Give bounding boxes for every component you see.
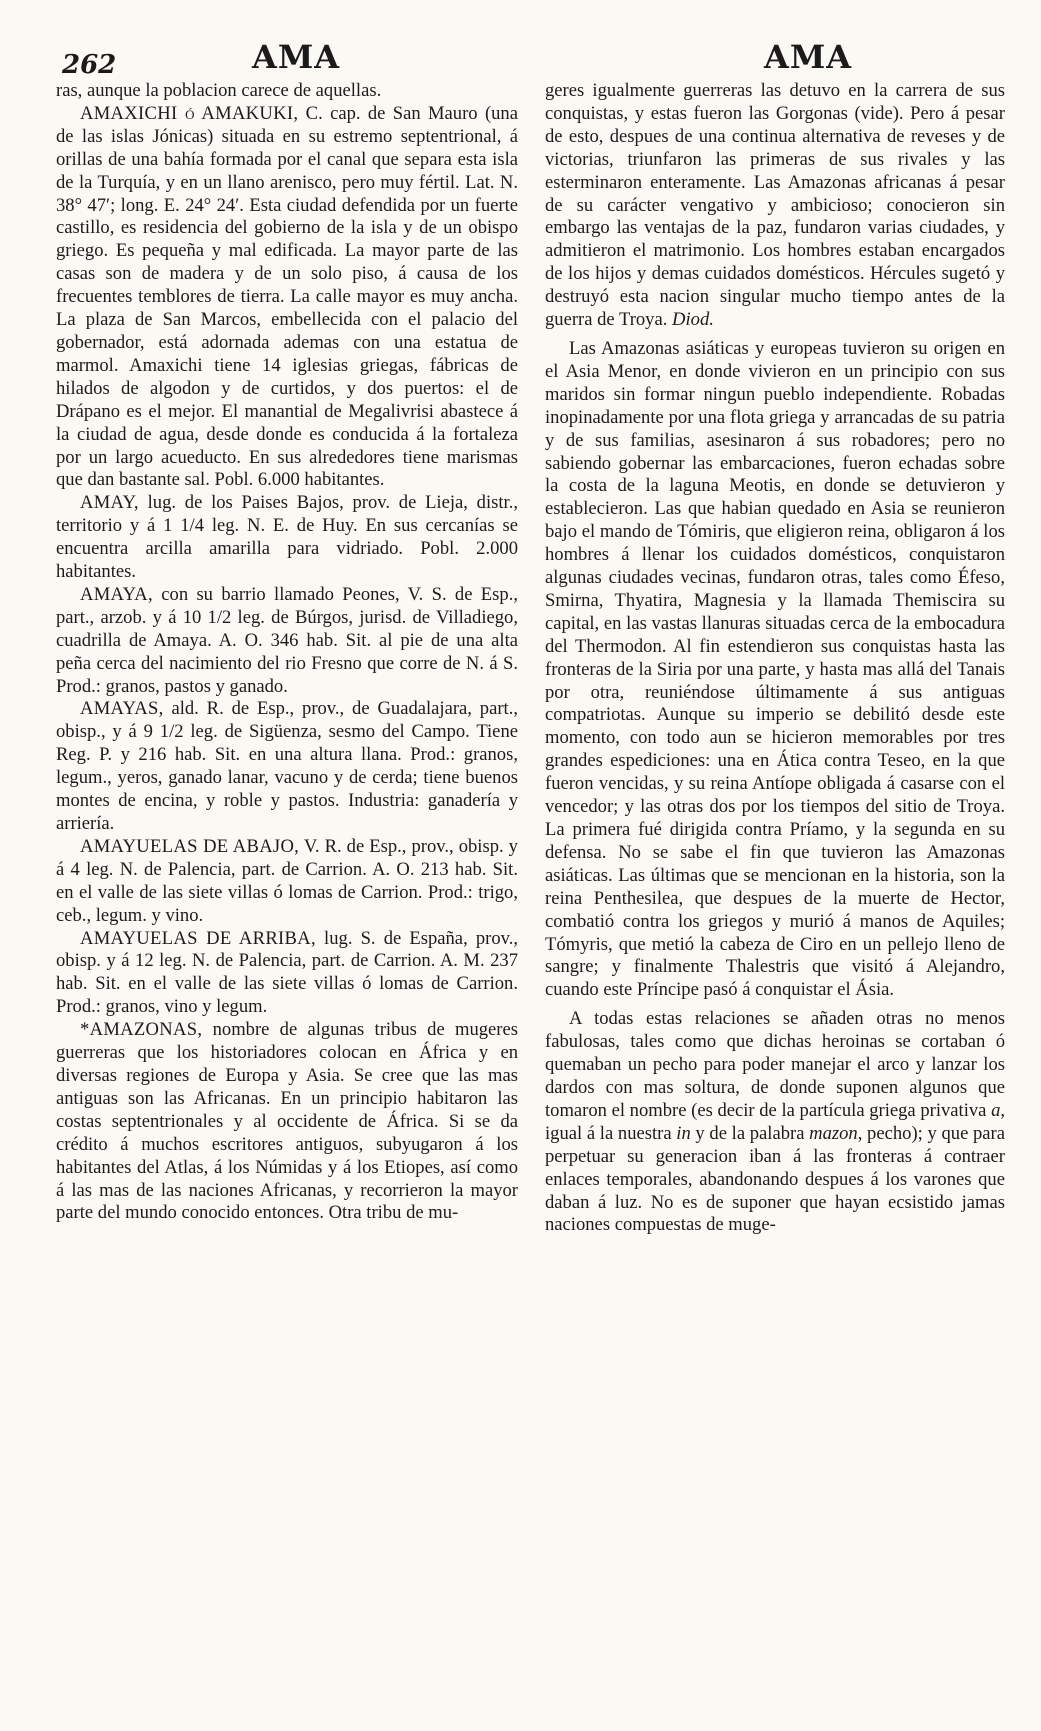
page-number: 262 bbox=[62, 50, 117, 80]
italic-term: mazon bbox=[809, 1122, 858, 1144]
entry-text: nombre de algunas tribus de mugeres guerreras que los historiadores colocan en África y en diversas regiones de Europa y Asia. Se cree que las mas antiguas son las Africanas. En un principio habitaron las costas septentrionales y al occidente de África. Si se da crédito á muchos escritores antiguos, subyugaron á los habitantes del Atlas, á los Númidas y á los Etiopes, así como á las mas de las naciones Africanas, y recorrieron la mayor parte del mundo conocido entonces. Otra tribu de mu- bbox=[56, 1019, 518, 1224]
entry-text: geres igualmente guerreras las detuvo en la carrera de sus conquistas, y estas fueron las Gorgonas (vide). Pero á pesar de esto, despues de una continua alternativa de reveses y de victorias, triunfaron las primeras de sus rivales y las esterminaron enteramente. Las Amazonas africanas á pesar de su carácter vengativo y ambicioso; conocieron sin embargo las ventajas de la paz, fundaron varias ciudades, y admitieron el matrimonio. Los hombres estaban encargados de los hijos y demas cuidados domésticos. Hércules sugetó y destruyó esta nacion singular mucho tiempo antes de la guerra de Troya. bbox=[545, 80, 1005, 331]
entry-headword: AMAYUELAS DE ABAJO, bbox=[80, 835, 300, 857]
entry-text: y de la palabra bbox=[690, 1122, 810, 1144]
entry-amaya bbox=[56, 584, 518, 699]
entry-headword: AMAXICHI ó AMAKUKI, bbox=[80, 102, 299, 124]
entry-amaxichi bbox=[56, 103, 518, 492]
entry-text: C. cap. de San Mauro (una de las islas Jónicas) situada en su estremo septentrional, á orillas de una bahía formada por el canal que separa esta isla de la Turquía, y en un llano arenisco, pero muy fértil. Lat. N. 38° 47′; long. E. 24° 24′. Esta ciudad defendida por un fuerte castillo, es residencia del gobierno de la isla y de un obispo griego. Es pequeña y mal edificada. La mayor parte de las casas son de madera y de un solo piso, á causa de los frecuentes temblores de tierra. La calle mayor es muy ancha. La plaza de San Marcos, embellecida con el palacio del gobernador, está adornada ademas con una estatua de marmol. Amaxichi tiene 14 iglesias griegas, fábricas de hilados de algodon y de curtidos, y dos puertos: el de Drápano es el mejor. El manantial de Megalivrisi abastece á la ciudad de agua, desde donde es conducida á la fortaleza por un largo acueducto. En sus alrededores tiene marismas que dan bastante sal. Pobl. 6.000 habitantes. bbox=[56, 102, 518, 491]
entry-amayuelas-de-abajo bbox=[56, 836, 518, 928]
entry-text: con su barrio llamado Peones, V. S. de Esp., part., arzob. y á 10 1/2 leg. de Búrgos, jurisd. de Villadiego, cuadrilla de Amaya. A. O. 346 hab. Sit. al pie de una alta peña cerca del nacimiento del rio Fresno que corre de N. á S. Prod.: granos, pastos y ganado. bbox=[56, 583, 518, 697]
right-column bbox=[545, 80, 1005, 1237]
running-header-left: AMA bbox=[252, 38, 341, 76]
entry-headword: AMAYA, bbox=[80, 583, 153, 605]
entry-headword: AMAYUELAS DE ARRIBA, bbox=[80, 927, 316, 949]
left-column bbox=[56, 80, 518, 1225]
entry-continuation bbox=[56, 80, 518, 103]
italic-term: in bbox=[676, 1122, 691, 1144]
entry-amayas bbox=[56, 698, 518, 835]
entry-continuation bbox=[545, 80, 1005, 332]
entry-text: Las Amazonas asiáticas y europeas tuvieron su origen en el Asia Menor, en donde vivieron en un principio con sus maridos sin formar ningun pueblo independiente. Robadas inopinadamente por una flota griega y arrancadas de su patria y de sus familias, asesinaron á sus robadores; pero no sabiendo gobernar las embarcaciones, fueron echadas sobre la costa de la laguna Meotis, en donde se detuvieron y establecieron. Las que habian quedado en Asia se reunieron bajo el mando de Tómiris, que eligieron reina, obligaron á los hombres á llenar los cuidados domésticos, conquistaron algunas ciudades vecinas, fundaron otras, tales como Éfeso, Smirna, Thyatira, Magnesia y la llamada Themiscira su capital, en las vastas llanuras situadas cerca de la embocadura del Thermodon. Al fin estendieron sus conquistas hasta las fronteras de la Siria por una parte, y hasta mas allá del Tanais por otra, reuniéndose últimamente á sus antiguas compatriotas. Aunque su imperio se debilitó desde este momento, con todo aun se hicieron memorables por tres grandes espediciones: una en Ática contra Teseo, en la que fueron vencidas, y su reina Antíope obligada á casarse con el vencedor; y las otras dos por los tiempos del sitio de Troya. La primera fué dirigida contra Príamo, y la segunda en su defensa. No se sabe el fin que tuvieron las Amazonas asiáticas. Las últimas que se mencionan en la historia, son la reina Penthesilea, que despues de la muerte de Hector, combatió contra los griegos y murió á manos de Aquiles; Tómyris, que metió la cabeza de Ciro en un pellejo lleno de sangre; y finalmente Thalestris que visitó á Alejandro, cuando este Príncipe pasó á conquistar el Ásia. bbox=[545, 337, 1005, 1001]
entry-headword: AMAY, bbox=[80, 492, 139, 514]
entry-text: ras, aunque la poblacion carece de aquellas. bbox=[56, 80, 382, 101]
entry-amay bbox=[56, 492, 518, 584]
italic-term: a bbox=[991, 1099, 1001, 1121]
entry-headword: AMAYAS, bbox=[80, 698, 164, 720]
entry-text: , igual á la nuestra bbox=[545, 1099, 1006, 1144]
paragraph-fables bbox=[545, 1008, 1005, 1237]
running-header-right: AMA bbox=[764, 38, 853, 76]
entry-amazonas bbox=[56, 1019, 518, 1225]
entry-headword: *AMAZONAS, bbox=[80, 1019, 203, 1041]
entry-text: lug. de los Paises Bajos, prov. de Lieja, distr., territorio y á 1 1/4 leg. N. E. de Huy. En sus cercanías se encuentra arcilla amarilla para vidriado. Pobl. 2.000 habitantes. bbox=[56, 492, 518, 583]
entry-text: ald. R. de Esp., prov., de Guadalajara, part., obisp., y á 9 1/2 leg. de Sigüenza, sesmo del Campo. Tiene Reg. P. y 216 hab. Sit. en una altura llana. Prod.: granos, legum., yeros, ganado lanar, vacuno y de cerda; tiene buenos montes de encina, y roble y pastos. Industria: ganadería y arriería. bbox=[56, 698, 518, 834]
paragraph-asian-amazons bbox=[545, 338, 1005, 1002]
entry-text: , pecho); y que para perpetuar su generacion iban á las fronteras á contraer enlaces temporales, abandonando despues á los varones que daban á luz. No es de suponer que hayan ecsistido jamas naciones compuestas de muge- bbox=[545, 1122, 1005, 1236]
entry-amayuelas-de-arriba bbox=[56, 928, 518, 1020]
entry-text: lug. S. de España, prov., obisp. y á 12 leg. N. de Palencia, part. de Carrion. A. M. 237 hab. Sit. en el valle de las siete villas ó lomas de Carrion. Prod.: granos, vino y legum. bbox=[56, 927, 519, 1018]
citation: Diod. bbox=[672, 309, 714, 331]
entry-text: V. R. de Esp., prov., obisp. y á 4 leg. N. de Palencia, part. de Carrion. A. O. 213 hab. Sit. en el valle de las siete villas ó lomas de Carrion. Prod.: trigo, ceb., legum. y vino. bbox=[56, 835, 518, 926]
entry-text: A todas estas relaciones se añaden otras no menos fabulosas, tales como que dichas heroinas se cortaban ó quemaban un pecho para poder manejar el arco y lanzar los dardos con mas soltura, de donde suponen algunos que tomaron el nombre (es decir de la partícula griega privativa bbox=[545, 1008, 1005, 1121]
